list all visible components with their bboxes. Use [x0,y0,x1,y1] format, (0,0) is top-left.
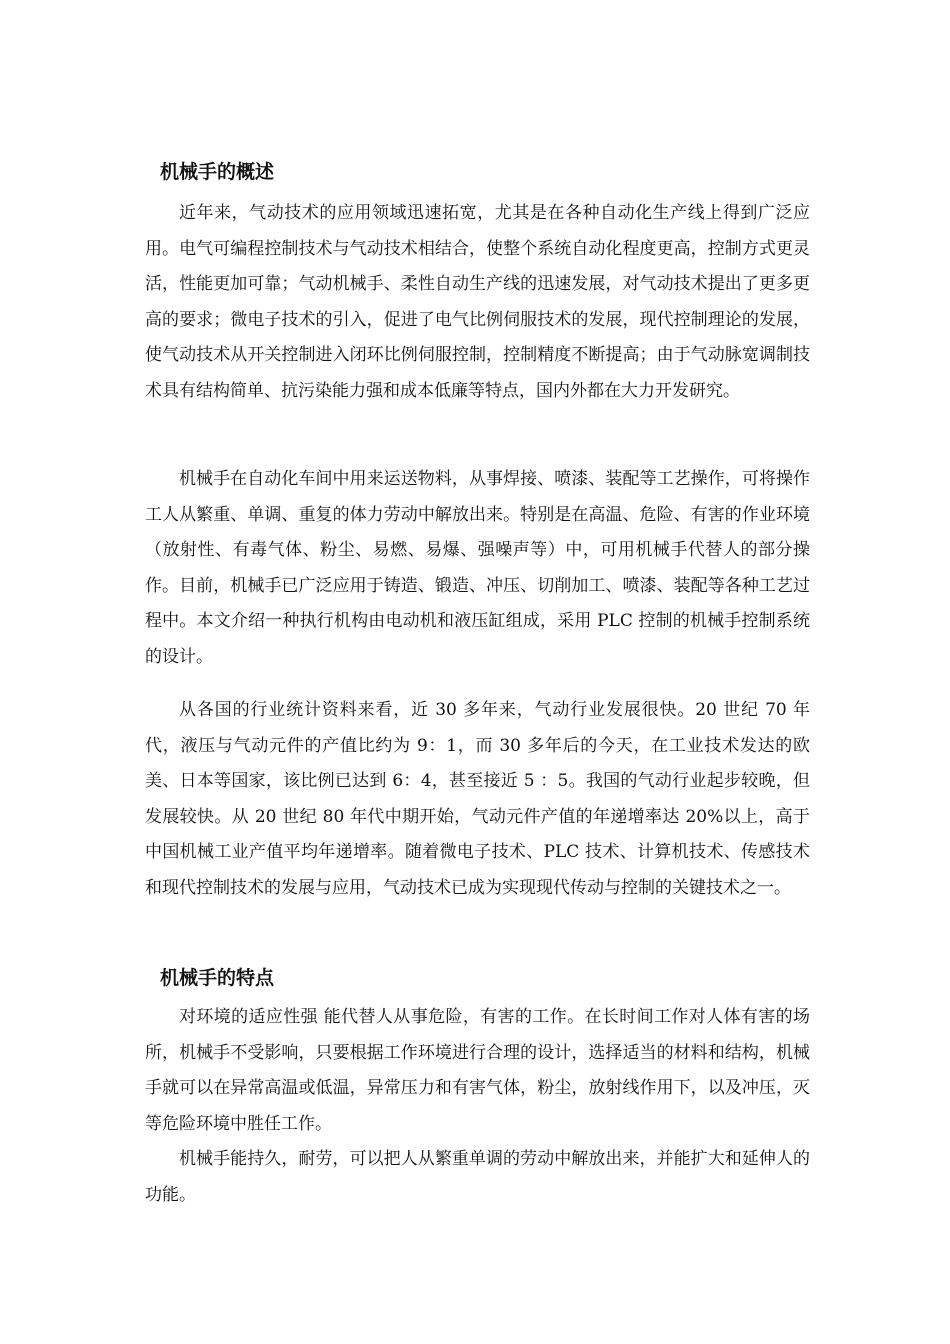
section-heading-features: 机械手的特点 [160,967,275,989]
section-heading-overview: 机械手的概述 [160,161,275,183]
paragraph-features-2: 机械手能持久，耐劳，可以把人从繁重单调的劳动中解放出来，并能扩大和延伸人的功能。 [145,1149,810,1205]
paragraph-overview-3: 从各国的行业统计资料来看，近 30 多年来，气动行业发展很快。20 世纪 70 年代，液压与气动元件的产值比约为 9：1，而 30 多年后的今天，在工业技术发达的欧美、日本等国家，该比例已达到 6：4，甚至接近 5 ：5。我国的气动行业起步较晚，但发展较快。从 20 世纪 80 年代中期开始，气动元件产值的年递增率达 20%以上，高于中国机械工业产值平均年递增率。随着微电子技术、PLC 技术、计算机技术、传感技术和现代控制技术的发展与应用，气动技术已成为实现现代传动与控制的关键技术之一。 [145,700,810,898]
paragraph-features-1: 对环境的适应性强 能代替人从事危险，有害的工作。在长时间工作对人体有害的场所，机械手不受影响，只要根据工作环境进行合理的设计，选择适当的材料和结构，机械手就可以在异常高温或低温，异常压力和有害气体，粉尘，放射线作用下，以及冲压，灭等危险环境中胜任工作。 [145,1007,810,1134]
paragraph-overview-2: 机械手在自动化车间中用来运送物料，从事焊接、喷漆、装配等工艺操作，可将操作工人从繁重、单调、重复的体力劳动中解放出来。特别是在高温、危险、有害的作业环境（放射性、有毒气体、粉尘、易燃、易爆、强噪声等）中，可用机械手代替人的部分操作。目前，机械手已广泛应用于铸造、锻造、冲压、切削加工、喷漆、装配等各种工艺过程中。本文介绍一种执行机构由电动机和液压缸组成，采用 PLC 控制的机械手控制系统的设计。 [145,469,810,667]
paragraph-overview-1: 近年来，气动技术的应用领域迅速拓宽，尤其是在各种自动化生产线上得到广泛应用。电气可编程控制技术与气动技术相结合，使整个系统自动化程度更高，控制方式更灵活，性能更加可靠；气动机械手、柔性自动生产线的迅速发展，对气动技术提出了更多更高的要求；微电子技术的引入，促进了电气比例伺服技术的发展，现代控制理论的发展，使气动技术从开关控制进入闭环比例伺服控制，控制精度不断提高；由于气动脉宽调制技术具有结构简单、抗污染能力强和成本低廉等特点，国内外都在大力开发研究。 [145,203,810,401]
